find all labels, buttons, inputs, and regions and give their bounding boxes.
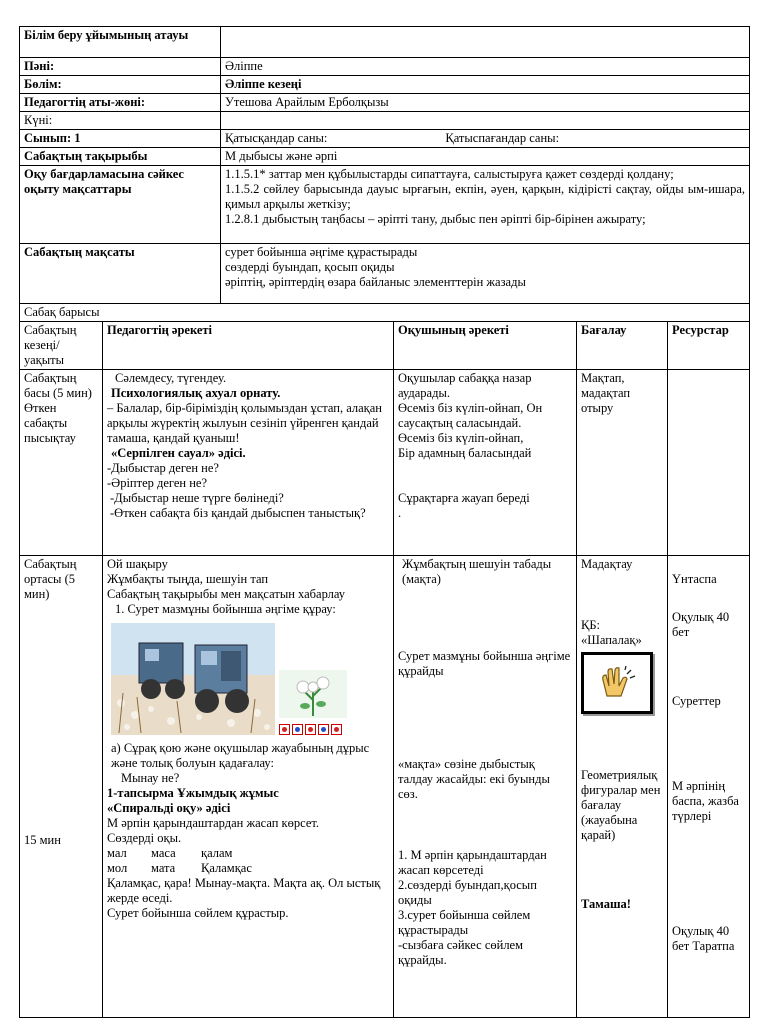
teacher-actions-beginning (103, 370, 394, 556)
teacher-line: Қаламқас, қара! Мынау-мақта. Мақта ақ. Ол ыстық жерде өседі. (107, 876, 381, 905)
student-line: «мақта» сөзіне дыбыстық талдау жасайды: екі буынды сөз. (398, 757, 550, 801)
objective-item: 1.2.8.1 дыбыстың таңбасы – әріпті тану, дыбыс пен әріпті бір-бірінен ажырату; (225, 212, 646, 226)
teacher-line: Сәлемдесу, түгендеу. (115, 371, 227, 385)
student-line: . (398, 506, 402, 520)
teacher-line: – Балалар, бір-біріміздің қолымыздан ұстап, алақан арқылы жүректің жылуын сезініп үйренген қандай тамаша, қандай қуаныш! (107, 401, 382, 445)
resource-line: Суреттер (672, 694, 721, 708)
goal-item: әріптің, әріптердің өзара байланыс элементтерін жазады (225, 275, 526, 289)
org-label: Білім беру ұйымының атауы (20, 27, 221, 58)
cotton-harvester-image (111, 623, 275, 735)
teacher-line: Жұмбақты тыңда, шешуін тап (107, 572, 269, 586)
teacher-line: 1-тапсырма Ұжымдық жұмыс (107, 786, 279, 800)
student-line: Жұмбақтың шешуін табады (мақта) (402, 557, 552, 586)
col-student: Оқушының әрекеті (394, 322, 577, 370)
stage-middle: Сабақтың ортасы (5 мин) (24, 557, 77, 601)
org-value (221, 27, 750, 58)
student-line: Сұрақтарға жауап береді (398, 491, 530, 505)
word: маса (151, 846, 176, 860)
goal-item: сурет бойынша әңгіме құрастырады (225, 245, 418, 259)
subject-value: Әліппе (221, 58, 750, 76)
cotton-panel (279, 670, 347, 735)
student-actions-middle (394, 556, 577, 1018)
student-line: 1. М әрпін қарындаштардан жасап көрсетеді (398, 848, 547, 877)
resource-line: М әрпінің баспа, жазба түрлері (672, 779, 739, 823)
assessment-beginning: Мақтап, мадақтап отыру (577, 370, 668, 556)
student-actions-beginning (394, 370, 577, 556)
stage-middle-cell (20, 556, 103, 1018)
teacher-line: Сурет бойынша сөйлем құрастыр. (107, 906, 289, 920)
teacher-label: Педагогтің аты-жөні: (20, 94, 221, 112)
resource-line: Үнтаспа (672, 572, 717, 586)
scheme-dot-blue (292, 724, 303, 735)
teacher-value: Утешова Арайлым Ерболқызы (221, 94, 750, 112)
absent-label: Қатыспағандар саны: (445, 131, 560, 145)
scheme-dot-red (305, 724, 316, 735)
teacher-line: а) Сұрақ қою және оқушылар жауабының дұрыс және толық болуын қадағалау: (111, 741, 370, 770)
illustration-row (111, 623, 389, 735)
objectives-label: Оқу бағдарламасына сәйкес оқыту мақсаттары (20, 166, 221, 244)
assessment-line: ҚБ: «Шапалақ» (581, 618, 642, 647)
resources-beginning (668, 370, 750, 556)
progress-label: Сабақ барысы (20, 304, 750, 322)
teacher-line: Ой шақыру (107, 557, 168, 571)
objective-item: 1.1.5.2 сөйлеу барысында дауыс ырғағын, екпін, әуен, қарқын, кідірісті сақтау, ойды ым-ишара, қимыл арқылы жеткізу; (225, 182, 745, 211)
student-line: Сурет мазмұны бойынша әңгіме құрайды (398, 649, 571, 678)
scheme-dot-red (331, 724, 342, 735)
col-assessment: Бағалау (577, 322, 668, 370)
goal-label: Сабақтың мақсаты (20, 244, 221, 304)
student-line: Бір адамның баласындай (398, 446, 532, 460)
word: мал (107, 846, 127, 860)
class-label: Сынып: 1 (20, 130, 221, 148)
goal-item: сөздерді буындап, қосып оқиды (225, 260, 395, 274)
teacher-line: «Серпілген сауал» әдісі. (111, 446, 246, 460)
teacher-line: М әрпін қарындаштардан жасап көрсет. (107, 816, 320, 830)
section-value: Әліппе кезеңі (221, 76, 750, 94)
col-teacher: Педагогтің әрекеті (103, 322, 394, 370)
col-stage: Сабақтың кезеңі/ уақыты (20, 322, 103, 370)
goals-cell (221, 244, 750, 304)
col-resources: Ресурстар (668, 322, 750, 370)
present-label: Қатысқандар саны: (225, 131, 328, 145)
student-line: 3.сурет бойынша сөйлем құрастырады (398, 908, 531, 937)
word: мол (107, 861, 128, 875)
date-label: Күні: (20, 112, 221, 130)
student-line: 2.сөздерді буындап,қосып оқиды (398, 878, 537, 907)
student-line: -сызбаға сәйкес сөйлем құрайды. (398, 938, 524, 967)
stage-beginning: Сабақтың басы (5 мин) Өткен сабақты пысықтау (20, 370, 103, 556)
teacher-line: -Әріптер деген не? (107, 476, 208, 490)
student-line: Өсеміз біз күліп-ойнап, Он саусақтың саласындай. (398, 401, 543, 430)
topic-value: М дыбысы және әрпі (221, 148, 750, 166)
teacher-line: Мынау не? (121, 771, 180, 785)
resource-line: Оқулық 40 бет Таратпа (672, 924, 735, 953)
objective-item: 1.1.5.1* заттар мен құбылыстарды сипаттауға, салыстыруға қажет сөздерді қолдану; (225, 167, 674, 181)
assessment-middle (577, 556, 668, 1018)
teacher-line: 1. Сурет мазмұны бойынша әңгіме құрау: (115, 602, 336, 616)
lesson-table (19, 303, 750, 1018)
teacher-line: Сабақтың тақырыбы мен мақсатын хабарлау (107, 587, 346, 601)
clap-image (581, 652, 653, 714)
resources-middle (668, 556, 750, 1018)
objectives-cell (221, 166, 750, 244)
teacher-line: Сөздерді оқы. (107, 831, 182, 845)
word: қалам (201, 846, 233, 860)
attendance-cell (221, 130, 750, 148)
clapping-hands-icon (597, 666, 637, 700)
teacher-line: -Өткен сабақта біз қандай дыбыспен таныстық? (110, 506, 366, 520)
section-label: Бөлім: (20, 76, 221, 94)
assessment-line: Мадақтау (581, 557, 633, 571)
student-line: Оқушылар сабаққа назар аударады. (398, 371, 532, 400)
words-row (107, 846, 389, 861)
teacher-line: «Спиральді оқу» әдісі (107, 801, 231, 815)
topic-label: Сабақтың тақырыбы (20, 148, 221, 166)
assessment-line: Геометриялық фигуралар мен бағалау (жауабына қарай) (581, 768, 661, 842)
teacher-line: -Дыбыстар деген не? (107, 461, 219, 475)
teacher-actions-middle (103, 556, 394, 1018)
resource-line: Оқулық 40 бет (672, 610, 730, 639)
student-line: Өсеміз біз күліп-ойнап, (398, 431, 524, 445)
scheme-dot-red (279, 724, 290, 735)
assessment-line: Тамаша! (581, 897, 631, 911)
cotton-plant-image (279, 670, 347, 718)
teacher-line: Психологиялық ахуал орнату. (111, 386, 281, 400)
word: мата (151, 861, 176, 875)
subject-label: Пәні: (20, 58, 221, 76)
header-table (19, 26, 750, 304)
words-row (107, 861, 389, 876)
lesson-plan-page (19, 26, 749, 1018)
sound-scheme (279, 724, 347, 735)
word: Қаламқас (201, 861, 252, 875)
date-value (221, 112, 750, 130)
teacher-line: -Дыбыстар неше түрге бөлінеді? (110, 491, 284, 505)
scheme-dot-blue (318, 724, 329, 735)
stage-time: 15 мин (24, 833, 61, 847)
